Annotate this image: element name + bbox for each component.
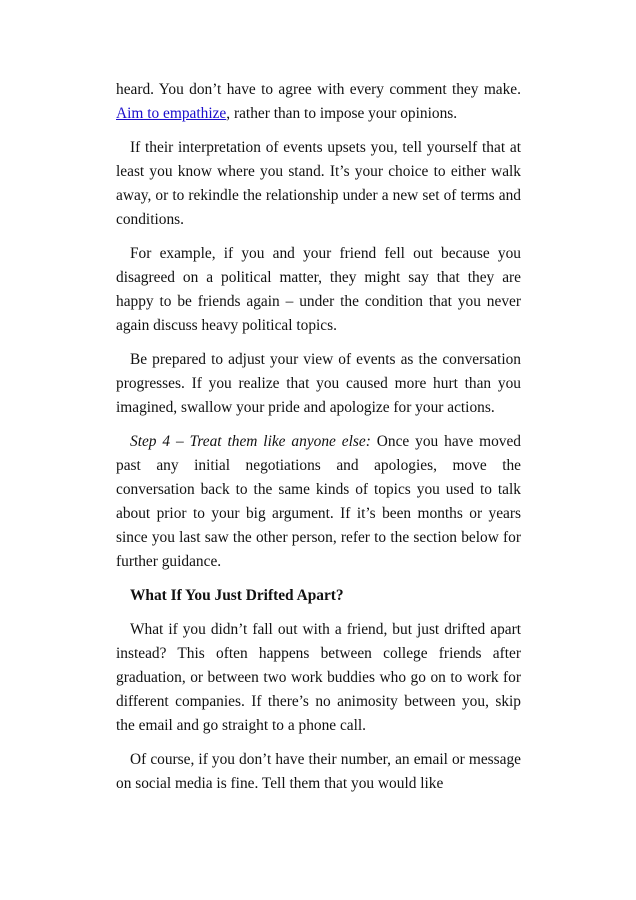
step-4-text: Once you have moved past any initial negotiations and apologies, move the conversation back to the same kinds of topics you used to talk about prior to your big argument. If it’s been months or years since you last saw the other person, refer to the section below for further guidance. xyxy=(116,433,521,570)
paragraph-listen-text-before: heard. You don’t have to agree with every comment they make. xyxy=(116,81,521,98)
paragraph-of-course: Of course, if you don’t have their number, an email or message on social media is fine. Tell them that you would like xyxy=(116,751,521,792)
paragraph-example: For example, if you and your friend fell out because you disagreed on a political matter, they might say that they are happy to be friends again – under the condition that you never again discuss heavy political topics. xyxy=(116,245,521,334)
section-heading-drifted-apart: What If You Just Drifted Apart? xyxy=(130,587,344,604)
paragraph-listen xyxy=(116,78,521,126)
step-4-label: Step 4 – Treat them like anyone else: xyxy=(130,433,371,450)
document-page xyxy=(116,78,521,806)
paragraph-step-4 xyxy=(116,430,521,574)
paragraph-adjust-view: Be prepared to adjust your view of events as the conversation progresses. If you realize that you caused more hurt than you imagined, swallow your pride and apologize for your actions. xyxy=(116,351,521,416)
paragraph-listen-text-after: , rather than to impose your opinions. xyxy=(226,105,458,122)
paragraph-interpretation: If their interpretation of events upsets you, tell yourself that at least you know where you stand. It’s your choice to either walk away, or to rekindle the relationship under a new set of terms and conditions. xyxy=(116,139,521,228)
paragraph-drifted-apart: What if you didn’t fall out with a friend, but just drifted apart instead? This often happens between college friends after graduation, or between two work buddies who go on to work for different companies. If there’s no animosity between you, skip the email and go straight to a phone call. xyxy=(116,621,521,734)
aim-to-empathize-link[interactable]: Aim to empathize xyxy=(116,105,227,122)
